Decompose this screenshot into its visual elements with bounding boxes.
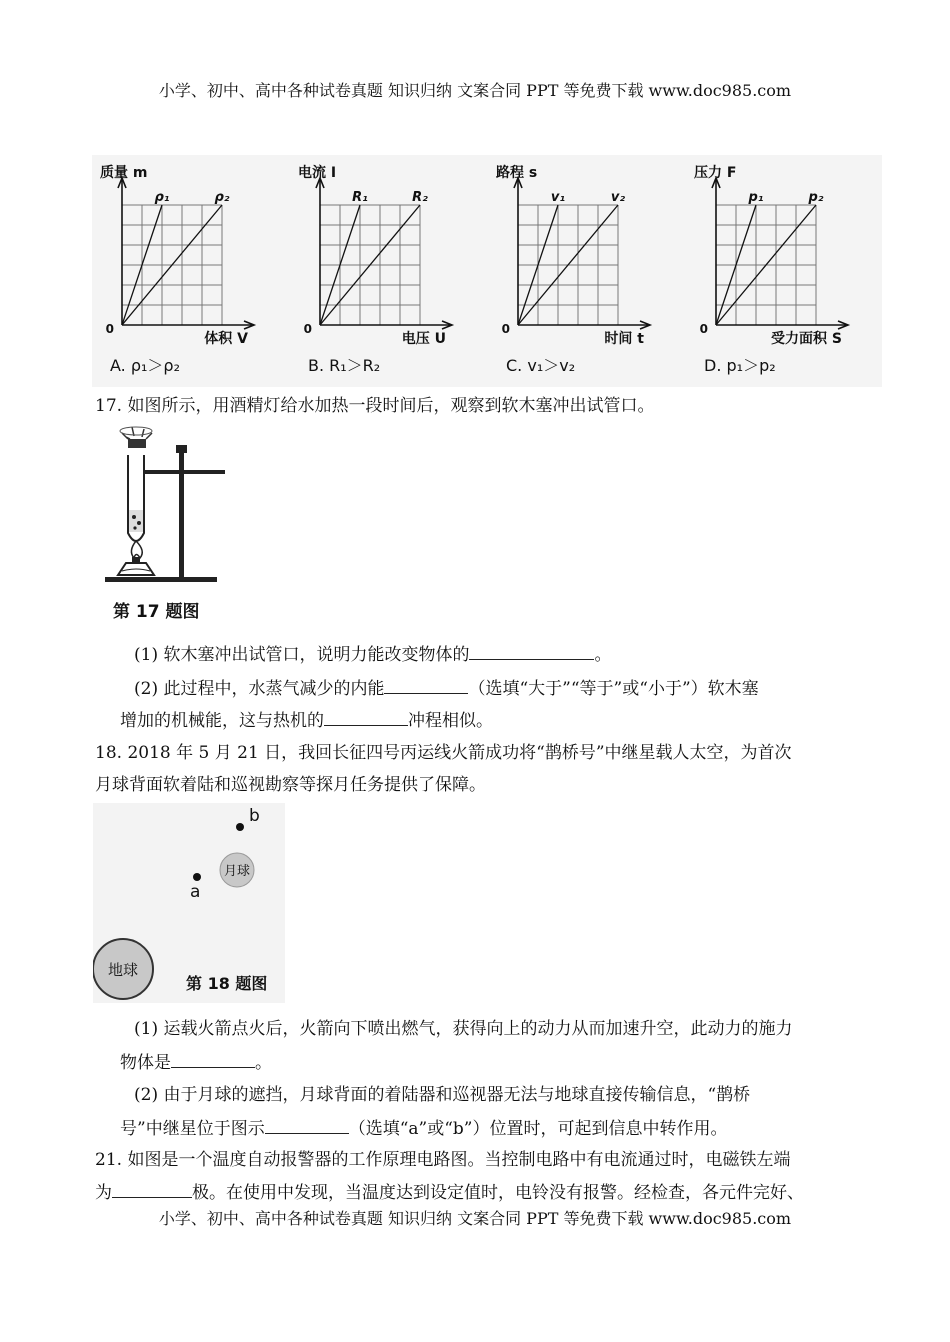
page-header: 小学、初中、高中各种试卷真题 知识归纳 文案合同 PPT 等免费下载 www.doc985.com bbox=[158, 81, 792, 100]
q18-stem-line-2: 月球背面软着陆和巡视勘察等探月任务提供了保障。 bbox=[95, 775, 486, 795]
point-b-dot bbox=[236, 823, 244, 831]
series-label-1: ρ₁ bbox=[154, 190, 170, 205]
q18-part2-line-2 bbox=[120, 1116, 727, 1141]
q17-part1 bbox=[134, 642, 611, 667]
q18-part2-text: 号”中继星位于图示 bbox=[120, 1119, 265, 1139]
q18-part1-line-2 bbox=[120, 1050, 272, 1075]
x-axis-label: 时间 t bbox=[604, 331, 644, 347]
q18-part1-text: 物体是 bbox=[120, 1053, 171, 1073]
q18-part2-end: （选填“a”或“b”）位置时，可起到信息中转作用。 bbox=[348, 1119, 728, 1139]
q18-part2-line-1: (2) 由于月球的遮挡，月球背面的着陆器和巡视器无法与地球直接传输信息，“鹊桥 bbox=[134, 1085, 751, 1105]
q21-text-b: 极。在使用中发现，当温度达到设定值时，电铃没有报警。经检查，各元件完好、 bbox=[192, 1183, 804, 1203]
q18-stem-line-1: 18. 2018 年 5 月 21 日，我回长征四号丙运线火箭成功将“鹊桥号”中继星载人太空，为首次 bbox=[95, 743, 792, 763]
series-label-2: R₂ bbox=[412, 190, 428, 205]
y-axis-label: 电流 I bbox=[298, 165, 337, 181]
point-b-label: b bbox=[249, 806, 260, 826]
q17-caption: 第 17 题图 bbox=[113, 602, 200, 622]
q18-figure bbox=[93, 803, 285, 1003]
q21-stem-line-1: 21. 如图是一个温度自动报警器的工作原理电路图。当控制电路中有电流通过时，电磁铁左端 bbox=[95, 1150, 791, 1170]
x-axis-label: 电压 U bbox=[401, 331, 446, 347]
origin-label: 0 bbox=[699, 322, 708, 336]
q21-text-a: 为 bbox=[95, 1183, 112, 1203]
y-axis-label: 压力 F bbox=[694, 165, 737, 181]
q17-part3-end: 冲程相似。 bbox=[408, 711, 493, 731]
moon-label: 月球 bbox=[223, 864, 251, 879]
q21-blank-1[interactable] bbox=[112, 1180, 192, 1198]
q18-blank-1[interactable] bbox=[171, 1050, 255, 1068]
x-axis-label: 体积 V bbox=[204, 331, 248, 347]
q17-apparatus-figure bbox=[100, 425, 230, 590]
origin-label: 0 bbox=[501, 322, 510, 336]
series-label-2: ρ₂ bbox=[214, 190, 230, 205]
earth-label: 地球 bbox=[107, 961, 139, 979]
option-label: C. v₁＞v₂ bbox=[506, 356, 576, 375]
point-a-dot bbox=[193, 873, 201, 881]
y-axis-label: 路程 s bbox=[496, 165, 538, 181]
q17-part2 bbox=[134, 676, 759, 701]
q18-caption: 第 18 题图 bbox=[186, 974, 268, 993]
y-axis-label: 质量 m bbox=[100, 165, 148, 181]
series-label-1: p₁ bbox=[748, 190, 764, 205]
series-label-2: v₂ bbox=[610, 190, 626, 205]
series-label-2: p₂ bbox=[808, 190, 824, 205]
q17-blank-2[interactable] bbox=[384, 676, 468, 694]
q21-stem-line-2 bbox=[95, 1180, 804, 1205]
q17-blank-3[interactable] bbox=[324, 708, 408, 726]
q18-part1-end: 。 bbox=[255, 1053, 272, 1073]
q18-blank-2[interactable] bbox=[265, 1116, 349, 1134]
graph-figure bbox=[92, 155, 882, 387]
q18-part1-line-1: (1) 运载火箭点火后，火箭向下喷出燃气，获得向上的动力从而加速升空，此动力的施力 bbox=[134, 1019, 793, 1039]
option-label: B. R₁＞R₂ bbox=[308, 356, 381, 375]
origin-label: 0 bbox=[105, 322, 114, 336]
option-label: A. ρ₁＞ρ₂ bbox=[110, 356, 180, 375]
origin-label: 0 bbox=[303, 322, 312, 336]
page-footer: 小学、初中、高中各种试卷真题 知识归纳 文案合同 PPT 等免费下载 www.doc985.com bbox=[158, 1209, 792, 1228]
q17-part2-text: (2) 此过程中，水蒸气减少的内能 bbox=[134, 679, 385, 699]
series-label-1: v₁ bbox=[550, 190, 566, 205]
option-label: D. p₁＞p₂ bbox=[704, 356, 776, 375]
q17-part3 bbox=[120, 708, 493, 733]
q17-part1-end: 。 bbox=[594, 645, 612, 665]
series-label-1: R₁ bbox=[352, 190, 368, 205]
q17-blank-1[interactable] bbox=[469, 642, 594, 660]
x-axis-label: 受力面积 S bbox=[771, 331, 842, 347]
q17-part2-end: （选填“大于”“等于”或“小于”）软木塞 bbox=[468, 679, 759, 699]
q17-part1-text: (1) 软木塞冲出试管口，说明力能改变物体的 bbox=[134, 645, 470, 665]
point-a-label: a bbox=[190, 882, 201, 902]
q17-stem: 17. 如图所示，用酒精灯给水加热一段时间后，观察到软木塞冲出试管口。 bbox=[95, 396, 655, 416]
q17-part3-text: 增加的机械能，这与热机的 bbox=[120, 711, 324, 731]
